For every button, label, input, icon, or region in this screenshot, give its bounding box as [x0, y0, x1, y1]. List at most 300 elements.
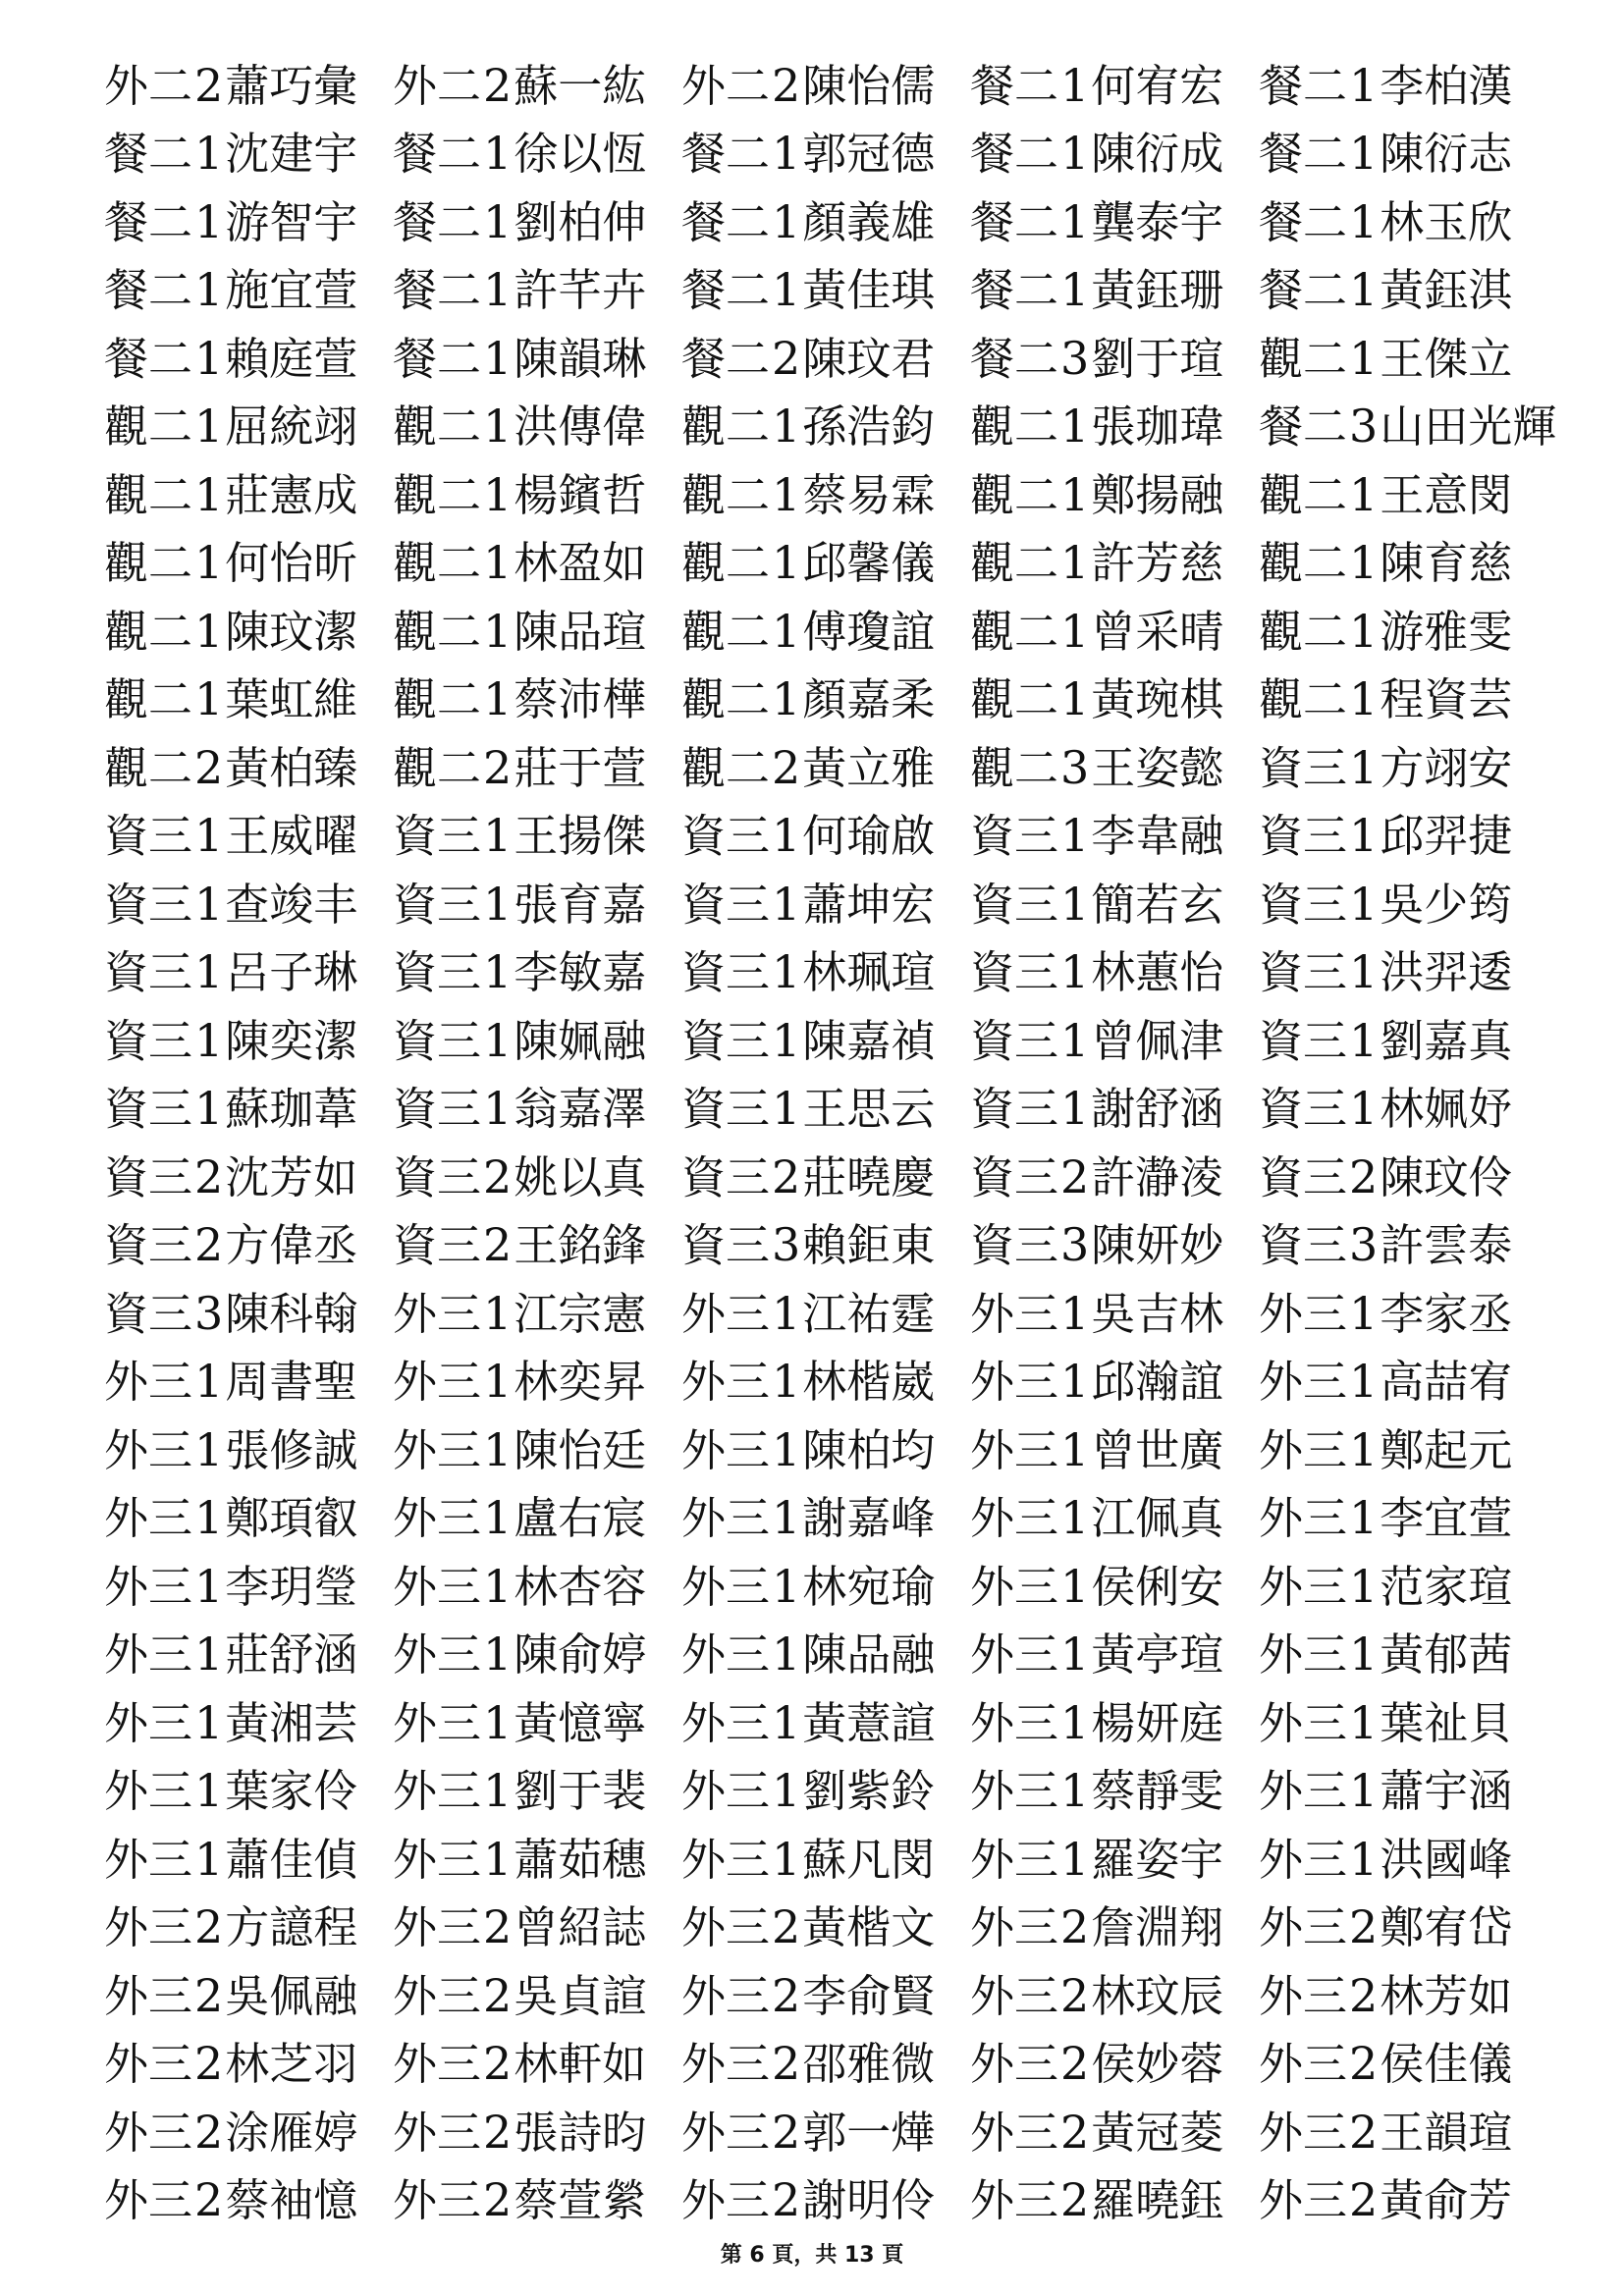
class-number: 1 — [483, 1286, 513, 1340]
class-number: 2 — [772, 331, 801, 385]
student-name: 許芳慈 — [1091, 537, 1224, 590]
list-item — [1259, 1286, 1547, 1340]
class-number: 1 — [1060, 604, 1090, 658]
class-number: 1 — [772, 1082, 801, 1136]
list-item — [104, 127, 393, 181]
class-number: 2 — [1060, 2037, 1090, 2091]
class-name: 資三 — [393, 878, 482, 931]
list-item — [1259, 1968, 1547, 2022]
student-name: 查竣丰 — [225, 878, 358, 931]
class-name: 外三 — [1259, 1969, 1348, 2022]
class-name: 外三 — [1259, 1356, 1348, 1409]
student-name: 盧右宸 — [514, 1492, 647, 1545]
student-name: 周書聖 — [225, 1356, 358, 1409]
list-item — [681, 1286, 970, 1340]
class-name: 外三 — [104, 1423, 193, 1476]
list-item — [681, 1968, 970, 2022]
class-name: 觀二 — [681, 400, 771, 454]
class-number: 1 — [194, 1013, 224, 1067]
student-name: 郭冠德 — [802, 128, 936, 181]
class-number: 1 — [483, 1422, 513, 1476]
list-item — [1259, 2173, 1547, 2227]
list-item — [681, 467, 970, 521]
student-name: 蔡沛樺 — [514, 673, 647, 726]
class-number: 1 — [1349, 945, 1379, 999]
class-number: 1 — [483, 672, 513, 726]
student-name: 李宜萱 — [1380, 1492, 1513, 1545]
student-name: 楊鑌哲 — [514, 468, 647, 521]
student-name: 陳衍志 — [1380, 128, 1513, 181]
class-number: 1 — [194, 1422, 224, 1476]
list-item — [1259, 127, 1547, 181]
list-item — [970, 740, 1259, 794]
class-number: 1 — [1349, 536, 1379, 590]
list-item — [104, 1968, 393, 2022]
list-item — [393, 1355, 681, 1409]
student-name: 王韻瑄 — [1380, 2106, 1513, 2159]
class-number: 2 — [772, 1149, 801, 1203]
class-number: 1 — [483, 1491, 513, 1545]
class-name: 觀二 — [393, 537, 482, 590]
class-name: 外三 — [1259, 1765, 1348, 1818]
class-name: 資三 — [1259, 1150, 1348, 1203]
student-name: 蕭佳偵 — [225, 1833, 358, 1886]
name-row — [104, 1143, 1547, 1211]
list-item — [393, 809, 681, 863]
class-name: 外三 — [1259, 1423, 1348, 1476]
class-name: 外三 — [393, 1492, 482, 1545]
list-item — [970, 672, 1259, 726]
class-number: 2 — [194, 740, 224, 794]
list-item — [393, 1628, 681, 1682]
student-name: 陳品瑄 — [514, 605, 647, 658]
list-item — [970, 2037, 1259, 2091]
class-name: 資三 — [970, 1014, 1059, 1067]
class-number: 1 — [1060, 58, 1090, 112]
student-name: 張詩昀 — [514, 2106, 647, 2159]
class-name: 資三 — [1259, 810, 1348, 863]
name-row — [104, 1484, 1547, 1553]
list-item — [393, 1559, 681, 1613]
list-item — [970, 1900, 1259, 1954]
class-number: 1 — [1349, 877, 1379, 931]
class-name: 資三 — [970, 878, 1059, 931]
class-number: 2 — [194, 1218, 224, 1272]
list-item — [970, 1355, 1259, 1409]
student-name: 陳奕潔 — [225, 1014, 358, 1067]
class-number: 1 — [1349, 1559, 1379, 1613]
class-number: 2 — [772, 58, 801, 112]
class-number: 1 — [1060, 672, 1090, 726]
class-name: 觀二 — [393, 468, 482, 521]
class-number: 2 — [483, 2037, 513, 2091]
class-name: 資三 — [1259, 1219, 1348, 1272]
name-row — [104, 187, 1547, 256]
student-name: 劉嘉真 — [1380, 1014, 1513, 1067]
list-item — [393, 1968, 681, 2022]
student-name: 劉紫鈴 — [802, 1765, 936, 1818]
student-name: 陳柏均 — [802, 1423, 936, 1476]
student-name: 陳科翰 — [225, 1287, 358, 1340]
class-name: 外三 — [104, 1833, 193, 1886]
class-number: 1 — [1060, 1422, 1090, 1476]
student-name: 劉于瑄 — [1091, 332, 1224, 385]
student-name: 洪傳偉 — [514, 400, 647, 454]
class-name: 資三 — [104, 878, 193, 931]
list-item — [1259, 58, 1547, 112]
class-name: 外三 — [681, 1901, 771, 1954]
student-name: 黃亭瑄 — [1091, 1629, 1224, 1682]
class-name: 餐二 — [393, 195, 482, 248]
class-number: 1 — [1349, 1082, 1379, 1136]
list-item — [681, 536, 970, 590]
class-name: 餐二 — [1259, 128, 1348, 181]
class-name: 餐二 — [1259, 264, 1348, 317]
class-name: 觀二 — [1259, 537, 1348, 590]
class-number: 1 — [1060, 1013, 1090, 1067]
class-name: 外三 — [1259, 2174, 1348, 2227]
class-name: 觀二 — [1259, 605, 1348, 658]
class-number: 1 — [194, 194, 224, 248]
class-number: 1 — [1349, 194, 1379, 248]
list-item — [970, 1628, 1259, 1682]
class-number: 1 — [483, 877, 513, 931]
student-name: 蕭茹穗 — [514, 1833, 647, 1886]
class-number: 1 — [1349, 740, 1379, 794]
student-name: 黃憶寧 — [514, 1696, 647, 1749]
list-item — [104, 1628, 393, 1682]
list-item — [393, 1013, 681, 1067]
student-name: 沈芳如 — [225, 1150, 358, 1203]
class-number: 1 — [772, 536, 801, 590]
class-name: 餐二 — [393, 128, 482, 181]
student-name: 鄭揚融 — [1091, 468, 1224, 521]
class-name: 觀二 — [681, 537, 771, 590]
class-number: 1 — [1060, 400, 1090, 454]
list-item — [104, 1082, 393, 1136]
student-name: 呂子琳 — [225, 946, 358, 999]
class-number: 1 — [483, 467, 513, 521]
class-number: 1 — [1349, 1286, 1379, 1340]
list-item — [104, 672, 393, 726]
student-name: 方偉丞 — [225, 1219, 358, 1272]
list-item — [1259, 1149, 1547, 1203]
student-name: 陳育慈 — [1380, 537, 1513, 590]
class-name: 餐二 — [1259, 400, 1348, 454]
class-name: 外三 — [1259, 2038, 1348, 2091]
student-name: 沈建宇 — [225, 128, 358, 181]
class-name: 外三 — [104, 1492, 193, 1545]
student-name: 李俞賢 — [802, 1969, 936, 2022]
list-item — [104, 2173, 393, 2227]
class-number: 2 — [1349, 1149, 1379, 1203]
name-row — [104, 529, 1547, 598]
student-name: 賴庭萱 — [225, 332, 358, 385]
list-item — [1259, 1559, 1547, 1613]
class-name: 外三 — [104, 2174, 193, 2227]
class-name: 外三 — [681, 1492, 771, 1545]
list-item — [1259, 2037, 1547, 2091]
list-item — [681, 1628, 970, 1682]
list-item — [393, 2173, 681, 2227]
name-row — [104, 1688, 1547, 1757]
list-item — [970, 1764, 1259, 1818]
class-name: 資三 — [681, 1219, 771, 1272]
class-number: 1 — [483, 400, 513, 454]
name-row — [104, 802, 1547, 871]
student-name: 陳姵融 — [514, 1014, 647, 1067]
student-name: 林軒如 — [514, 2038, 647, 2091]
list-item — [393, 1286, 681, 1340]
student-name: 曾佩津 — [1091, 1014, 1224, 1067]
student-name: 方翊安 — [1380, 741, 1513, 794]
student-name: 陳怡儒 — [802, 59, 936, 112]
student-name: 陳衍成 — [1091, 128, 1224, 181]
class-name: 資三 — [104, 1014, 193, 1067]
student-name: 鄭宥岱 — [1380, 1901, 1513, 1954]
class-number: 2 — [194, 1968, 224, 2022]
list-item — [393, 1149, 681, 1203]
student-name: 蘇珈葦 — [225, 1083, 358, 1136]
student-name: 侯妙蓉 — [1091, 2038, 1224, 2091]
list-item — [1259, 672, 1547, 726]
student-name: 施宜萱 — [225, 264, 358, 317]
class-number: 2 — [772, 2173, 801, 2227]
name-row — [104, 870, 1547, 938]
class-number: 2 — [483, 740, 513, 794]
student-name: 葉虹維 — [225, 673, 358, 726]
list-item — [393, 1218, 681, 1272]
class-number: 1 — [772, 1695, 801, 1749]
class-number: 3 — [1349, 400, 1379, 454]
class-number: 1 — [772, 127, 801, 181]
student-name: 林玟辰 — [1091, 1969, 1224, 2022]
student-name: 蘇一紘 — [514, 59, 647, 112]
class-name: 資三 — [681, 1014, 771, 1067]
class-name: 資三 — [393, 1014, 482, 1067]
class-name: 餐二 — [1259, 59, 1348, 112]
class-name: 資三 — [970, 810, 1059, 863]
list-item — [1259, 1355, 1547, 1409]
class-name: 外二 — [681, 59, 771, 112]
list-item — [104, 1832, 393, 1886]
class-name: 外三 — [970, 1833, 1059, 1886]
class-name: 外三 — [104, 1765, 193, 1818]
list-item — [1259, 877, 1547, 931]
student-name: 許瀞淩 — [1091, 1150, 1224, 1203]
list-item — [393, 672, 681, 726]
list-item — [1259, 1082, 1547, 1136]
class-number: 1 — [194, 1832, 224, 1886]
class-name: 外三 — [970, 1969, 1059, 2022]
class-name: 外三 — [681, 2174, 771, 2227]
list-item — [970, 2173, 1259, 2227]
list-item — [393, 467, 681, 521]
class-name: 外三 — [393, 1423, 482, 1476]
student-name: 蔡易霖 — [802, 468, 936, 521]
class-number: 1 — [1349, 604, 1379, 658]
list-item — [393, 740, 681, 794]
class-name: 外三 — [1259, 1560, 1348, 1613]
list-item — [681, 1559, 970, 1613]
list-item — [393, 1764, 681, 1818]
student-name: 程資芸 — [1380, 673, 1513, 726]
class-name: 外三 — [104, 1356, 193, 1409]
class-name: 資三 — [681, 1150, 771, 1203]
list-item — [1259, 1628, 1547, 1682]
class-name: 資三 — [393, 1083, 482, 1136]
class-name: 餐二 — [104, 195, 193, 248]
name-row — [104, 324, 1547, 393]
class-name: 餐二 — [104, 264, 193, 317]
class-name: 外三 — [681, 1765, 771, 1818]
class-number: 1 — [1060, 1286, 1090, 1340]
class-name: 資三 — [970, 1083, 1059, 1136]
list-item — [970, 604, 1259, 658]
student-name: 游智宇 — [225, 195, 358, 248]
class-name: 餐二 — [970, 128, 1059, 181]
student-name: 洪羿逶 — [1380, 946, 1513, 999]
class-number: 2 — [483, 1149, 513, 1203]
class-name: 資三 — [970, 1219, 1059, 1272]
class-number: 1 — [772, 945, 801, 999]
class-name: 外三 — [1259, 1901, 1348, 1954]
name-row — [104, 1211, 1547, 1280]
student-name: 陳玟伶 — [1380, 1150, 1513, 1203]
list-item — [970, 1968, 1259, 2022]
list-item — [393, 536, 681, 590]
student-name: 鄭頊叡 — [225, 1492, 358, 1545]
class-name: 觀二 — [681, 605, 771, 658]
class-number: 1 — [194, 1355, 224, 1409]
class-name: 資三 — [104, 1219, 193, 1272]
student-name: 林盈如 — [514, 537, 647, 590]
student-name: 江佩真 — [1091, 1492, 1224, 1545]
class-number: 1 — [772, 1559, 801, 1613]
list-item — [104, 1218, 393, 1272]
class-number: 2 — [194, 58, 224, 112]
list-item — [681, 809, 970, 863]
class-number: 1 — [483, 263, 513, 317]
class-number: 1 — [194, 1559, 224, 1613]
list-item — [1259, 263, 1547, 317]
class-name: 外三 — [970, 1696, 1059, 1749]
student-name: 黃立雅 — [802, 741, 936, 794]
student-name: 游雅雯 — [1380, 605, 1513, 658]
student-name: 邵雅微 — [802, 2038, 936, 2091]
class-name: 資三 — [104, 1150, 193, 1203]
class-name: 外三 — [393, 1287, 482, 1340]
student-name: 莊舒涵 — [225, 1629, 358, 1682]
list-item — [681, 1422, 970, 1476]
class-name: 資三 — [393, 946, 482, 999]
class-name: 外三 — [104, 1969, 193, 2022]
student-name: 姚以真 — [514, 1150, 647, 1203]
class-number: 1 — [772, 1832, 801, 1886]
class-number: 1 — [1060, 1628, 1090, 1682]
class-number: 2 — [483, 58, 513, 112]
class-number: 1 — [1349, 1355, 1379, 1409]
class-number: 2 — [194, 2105, 224, 2159]
student-name: 何怡昕 — [225, 537, 358, 590]
student-name: 王意閔 — [1380, 468, 1513, 521]
student-name: 山田光輝 — [1380, 400, 1557, 454]
class-number: 1 — [772, 877, 801, 931]
list-item — [681, 945, 970, 999]
student-name: 高喆宥 — [1380, 1356, 1513, 1409]
class-number: 1 — [483, 1695, 513, 1749]
class-name: 資三 — [1259, 1083, 1348, 1136]
list-item — [970, 127, 1259, 181]
class-number: 2 — [1349, 1900, 1379, 1954]
class-number: 1 — [483, 1559, 513, 1613]
student-name: 侯俐安 — [1091, 1560, 1224, 1613]
class-number: 2 — [194, 2037, 224, 2091]
class-number: 2 — [194, 1149, 224, 1203]
class-number: 2 — [1060, 1968, 1090, 2022]
name-row — [104, 1552, 1547, 1621]
list-item — [393, 1695, 681, 1749]
student-name: 賴鉅東 — [802, 1219, 936, 1272]
class-number: 2 — [772, 1900, 801, 1954]
student-name: 翁嘉澤 — [514, 1083, 647, 1136]
list-item — [104, 1422, 393, 1476]
list-item — [970, 467, 1259, 521]
class-name: 餐二 — [970, 264, 1059, 317]
class-number: 1 — [483, 331, 513, 385]
class-number: 1 — [483, 604, 513, 658]
class-name: 觀二 — [104, 673, 193, 726]
class-number: 1 — [772, 1013, 801, 1067]
class-name: 外三 — [970, 1356, 1059, 1409]
class-number: 1 — [483, 1082, 513, 1136]
class-number: 1 — [1060, 1491, 1090, 1545]
class-name: 外三 — [1259, 1492, 1348, 1545]
list-item — [104, 809, 393, 863]
student-name: 顏義雄 — [802, 195, 936, 248]
class-name: 外三 — [104, 2038, 193, 2091]
list-item — [104, 1149, 393, 1203]
student-name: 黃俞芳 — [1380, 2174, 1513, 2227]
student-name: 莊憲成 — [225, 468, 358, 521]
class-name: 外三 — [104, 1901, 193, 1954]
list-item — [681, 604, 970, 658]
class-name: 觀二 — [393, 673, 482, 726]
student-name: 謝舒涵 — [1091, 1083, 1224, 1136]
student-name: 簡若玄 — [1091, 878, 1224, 931]
list-item — [681, 672, 970, 726]
student-name: 蔡袖憶 — [225, 2174, 358, 2227]
student-name: 林奕昇 — [514, 1356, 647, 1409]
student-name: 葉家伶 — [225, 1765, 358, 1818]
class-name: 餐二 — [970, 59, 1059, 112]
list-item — [1259, 1764, 1547, 1818]
class-number: 1 — [772, 1286, 801, 1340]
class-name: 餐二 — [393, 264, 482, 317]
class-name: 外三 — [681, 1423, 771, 1476]
student-name: 李韋融 — [1091, 810, 1224, 863]
student-name: 王銘鋒 — [514, 1219, 647, 1272]
class-number: 1 — [1349, 58, 1379, 112]
class-number: 1 — [772, 194, 801, 248]
list-item — [1259, 604, 1547, 658]
student-name: 王思云 — [802, 1083, 936, 1136]
student-name: 陳玟君 — [802, 332, 936, 385]
class-name: 外三 — [1259, 1833, 1348, 1886]
list-item — [1259, 1422, 1547, 1476]
class-name: 外三 — [970, 1901, 1059, 1954]
student-name: 黃薏諠 — [802, 1696, 936, 1749]
